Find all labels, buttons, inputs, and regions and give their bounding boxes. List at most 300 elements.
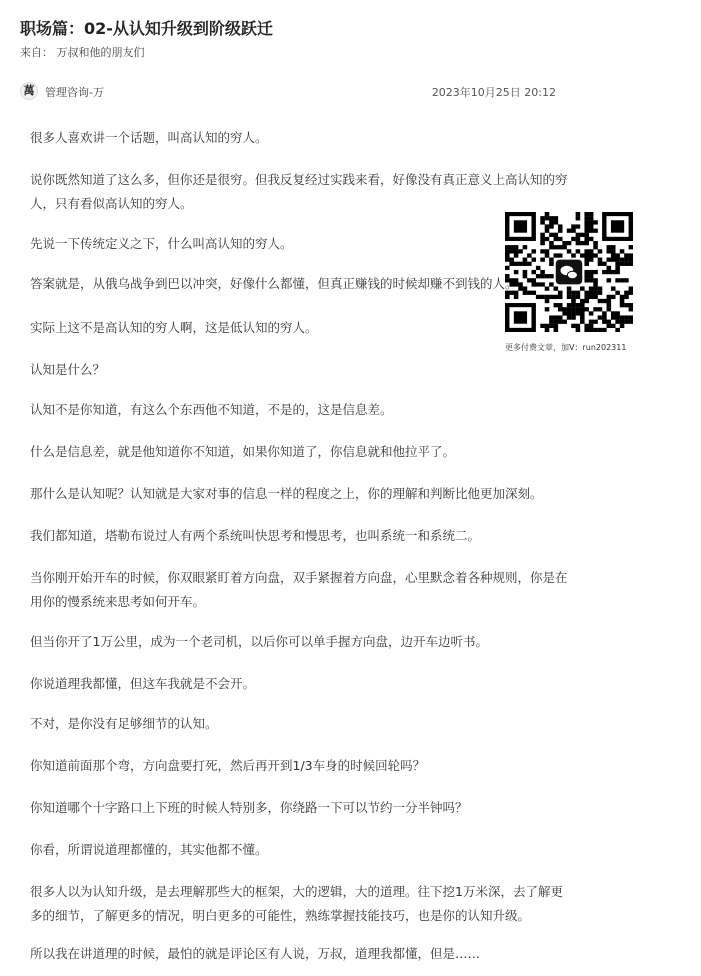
qr-module [624,295,629,299]
qr-module [540,233,545,237]
qr-module [549,324,554,328]
qr-module [518,249,523,253]
qr-module [545,224,550,228]
qr-module [545,274,550,278]
qr-module [549,295,554,299]
qr-module [531,291,536,295]
qr-module [629,320,633,324]
paragraph-line: 但当你开了1万公里，成为一个老司机，以后你可以单手握方向盘，边开车边听书。 [30,634,488,649]
qr-module [580,315,585,319]
qr-module [589,324,594,328]
qr-module [620,324,625,328]
qr-module [545,216,550,220]
qr-module [505,245,510,249]
paragraph-line: 所以我在讲道理的时候，最怕的就是评论区有人说，万叔，道理我都懂，但是…… [30,946,481,961]
qr-module [607,303,612,307]
article-source[interactable]: 来自： 万叔和他的朋友们 [20,46,145,59]
qr-module [567,295,572,299]
qr-module [589,320,594,324]
qr-module [558,307,563,311]
qr-module [562,311,567,315]
qr-module [615,262,620,266]
paragraph-line: 不对，是你没有足够细节的认知。 [30,716,218,731]
qr-module [624,320,629,324]
qr-module [589,220,594,224]
article-paragraph [30,126,268,150]
qr-module [607,299,612,303]
qr-module [584,295,589,299]
qr-module [505,258,510,262]
qr-module [523,274,528,278]
qr-module [620,303,625,307]
qr-module [554,324,559,328]
qr-module [629,245,633,249]
paragraph-line: 说你既然知道了这么多，但你还是很穷。但我反复经过实践来看，好像没有真正意义上高认知的穷 [30,172,568,187]
qr-module [611,311,616,315]
qr-module [615,266,620,270]
publish-date: 2023年10月25日 20:12 [431,86,556,99]
qr-module [554,216,559,220]
qr-module [580,286,585,290]
qr-finder-core [611,220,624,232]
qr-module [589,286,594,290]
qr-module [531,282,536,286]
qr-module [545,299,550,303]
paragraph-line: 什么是信息差，就是他知道你不知道，如果你知道了，你信息就和他拉平了。 [30,444,456,459]
qr-module [536,295,541,299]
article-paragraph [30,880,563,928]
qr-module [576,216,581,220]
qr-module [540,282,545,286]
qr-module [536,274,541,278]
qr-module [505,249,510,253]
qr-module [615,311,620,315]
qr-module [558,320,563,324]
qr-module [514,245,519,249]
qr-module [540,237,545,241]
qr-module [593,278,598,282]
qr-module [523,245,528,249]
qr-module [527,278,532,282]
qr-module [589,295,594,299]
qr-module [598,262,603,266]
qr-module [607,278,612,282]
qr-module [584,220,589,224]
qr-module [562,320,567,324]
qr-module [615,253,620,257]
paragraph-line: 你知道哪个十字路口上下班的时候人特别多，你绕路一下可以节约一分半钟吗？ [30,800,468,815]
author-name[interactable]: 管理咨询-万 [45,86,104,99]
qr-module [576,241,581,245]
qr-module [571,324,576,328]
qr-module [584,299,589,303]
qr-module [540,324,545,328]
article-paragraph [30,566,568,614]
qr-module [531,278,536,282]
qr-module [589,212,594,216]
qr-module [602,328,607,332]
qr-module [549,274,554,278]
paragraph-line: 答案就是，从俄乌战争到巴以冲突，好像什么都懂，但真正赚钱的时候却赚不到钱的人。 [30,276,518,291]
qr-module [527,253,532,257]
qr-module [593,320,598,324]
qr-module [593,229,598,233]
article-title: 职场篇：02-从认知升级到阶级跃迁 [20,19,273,38]
paragraph-line: 人，只有看似高认知的穷人。 [30,196,193,211]
qr-module [624,303,629,307]
article-paragraph [30,316,318,340]
qr-module [580,233,585,237]
qr-module [558,295,563,299]
qr-module [624,278,629,282]
qr-module [611,249,616,253]
qr-module [545,237,550,241]
qr-module [554,245,559,249]
qr-module [509,262,514,266]
paragraph-line: 认知是什么？ [30,362,106,377]
qr-module [545,307,550,311]
qr-module [567,307,572,311]
qr-module [576,324,581,328]
article-paragraph [30,630,488,654]
qr-module [602,320,607,324]
qr-module [629,307,633,311]
qr-module [571,237,576,241]
qr-module [509,249,514,253]
paragraph-line: 当你刚开始开车的时候，你双眼紧盯着方向盘，双手紧握着方向盘，心里默念着各种规则，你是在 [30,570,568,585]
qr-module [584,224,589,228]
author-row [20,82,560,102]
qr-module [576,212,581,216]
qr-module [598,299,603,303]
qr-module [602,311,607,315]
article-paragraph [30,440,455,464]
qr-module [615,320,620,324]
qr-module [607,245,612,249]
qr-module [589,274,594,278]
qr-module [540,241,545,245]
qr-module [602,299,607,303]
qr-module [554,233,559,237]
qr-module [620,249,625,253]
qr-module [523,286,528,290]
qr-module [558,315,563,319]
article-paragraph [30,398,393,422]
qr-module [567,241,572,245]
paragraph-line: 先说一下传统定义之下，什么叫高认知的穷人。 [30,236,293,251]
qr-module [589,291,594,295]
qr-module [593,295,598,299]
qr-module [523,258,528,262]
qr-module [584,262,589,266]
paragraph-line: 那什么是认知呢？认知就是大家对事的信息一样的程度之上，你的理解和判断比他更加深刻。 [30,486,543,501]
article-paragraph [30,272,518,296]
article-paragraph [30,672,255,696]
qr-module [567,229,572,233]
qr-module [554,315,559,319]
article-paragraph [30,482,543,506]
qr-module [620,278,625,282]
qr-module [540,295,545,299]
qr-module [589,249,594,253]
qr-module [611,245,616,249]
qr-module [540,258,545,262]
qr-module [554,237,559,241]
qr-module [580,299,585,303]
qr-module [589,253,594,257]
qr-module [629,315,633,319]
article-paragraph [30,796,468,820]
qr-module [549,315,554,319]
qr-module [611,253,616,257]
paragraph-line: 认知不是你知道，有这么个东西他不知道，不是的，这是信息差。 [30,402,393,417]
qr-module [593,282,598,286]
qr-module [620,315,625,319]
qr-module [615,315,620,319]
qr-module [576,237,581,241]
qr-module [571,303,576,307]
qr-module [545,253,550,257]
qr-module [554,295,559,299]
qr-module [598,249,603,253]
qr-module [624,262,629,266]
avatar[interactable]: 萬 [20,82,38,100]
qr-module [540,249,545,253]
qr-module [615,328,620,332]
qr-module [593,328,598,332]
qr-module [562,241,567,245]
article-paragraph [30,524,480,548]
qr-module [567,286,572,290]
qr-module [527,262,532,266]
qr-module [549,224,554,228]
qr-module [571,299,576,303]
qr-module [598,286,603,290]
qr-module [589,278,594,282]
qr-module [540,220,545,224]
qr-module [584,258,589,262]
paragraph-line: 你知道前面那个弯，方向盘要打死，然后再开到1/3车身的时候回轮吗？ [30,758,426,773]
qr-module [558,303,563,307]
paragraph-line: 很多人喜欢讲一个话题，叫高认知的穷人。 [30,130,268,145]
qr-module [584,324,589,328]
qr-module [549,220,554,224]
qr-module [615,278,620,282]
qr-module [549,258,554,262]
qr-module [598,328,603,332]
qr-code-block [505,212,633,353]
qr-module [545,286,550,290]
qr-module [589,328,594,332]
qr-module [611,270,616,274]
qr-module [589,224,594,228]
article-paragraph [30,754,425,778]
qr-module [576,224,581,228]
qr-module [593,241,598,245]
qr-module [593,286,598,290]
qr-module [615,270,620,274]
qr-module [554,303,559,307]
qr-module [571,224,576,228]
qr-module [536,282,541,286]
qr-module [584,270,589,274]
qr-module [607,324,612,328]
qr-module [562,307,567,311]
qr-module [607,270,612,274]
qr-module [571,253,576,257]
qr-module [584,253,589,257]
qr-module [558,229,563,233]
qr-module [598,307,603,311]
qr-module [549,216,554,220]
qr-module [607,258,612,262]
qr-module [615,291,620,295]
qr-module [571,315,576,319]
qr-module [531,270,536,274]
article-paragraph [30,232,293,256]
qr-module [584,229,589,233]
qr-module [593,270,598,274]
qr-module [518,282,523,286]
qr-module [558,224,563,228]
qr-module [554,253,559,257]
qr-module [558,291,563,295]
qr-module [536,266,541,270]
qr-module [567,249,572,253]
qr-module [576,291,581,295]
qr-module [624,258,629,262]
qr-module [611,315,616,319]
qr-module [571,311,576,315]
qr-module [554,328,559,332]
qr-module [584,216,589,220]
qr-module [571,291,576,295]
paragraph-line: 用你的慢系统来思考如何开车。 [30,594,206,609]
qr-module [584,274,589,278]
qr-module [580,241,585,245]
qr-module [607,295,612,299]
qr-module [589,258,594,262]
qr-module [562,245,567,249]
qr-module [584,212,589,216]
qr-module [580,311,585,315]
wechat-bubble-small [567,271,577,278]
qr-module [571,295,576,299]
qr-module [523,262,528,266]
qr-module [580,320,585,324]
qr-module [567,311,572,315]
paragraph-line: 多的细节，了解更多的情况，明白更多的可能性，熟练掌握技能技巧，也是你的认知升级。 [30,908,531,923]
qr-module [602,315,607,319]
qr-module [514,253,519,257]
qr-module [505,266,510,270]
qr-module [624,253,629,257]
qr-module [540,270,545,274]
qr-module [620,299,625,303]
qr-module [629,262,633,266]
qr-module [514,262,519,266]
qr-module [607,307,612,311]
qr-module [629,303,633,307]
article-paragraph [30,942,480,966]
qr-module [545,324,550,328]
qr-module [607,266,612,270]
article-paragraph [30,168,568,216]
qr-module [607,249,612,253]
qr-module [593,291,598,295]
qr-module [620,258,625,262]
qr-module [531,249,536,253]
qr-module [584,328,589,332]
qr-module [549,282,554,286]
qr-module [629,291,633,295]
qr-module [584,278,589,282]
qr-module [629,258,633,262]
qr-module [545,249,550,253]
paragraph-line: 我们都知道，塔勒布说过人有两个系统叫快思考和慢思考，也叫系统一和系统二。 [30,528,481,543]
qr-module [549,262,554,266]
qr-module [505,253,510,257]
qr-module [576,328,581,332]
qr-module [611,324,616,328]
qr-module [540,274,545,278]
qr-module [509,245,514,249]
qr-module [549,241,554,245]
qr-module [518,262,523,266]
qr-module [558,237,563,241]
qr-module [527,291,532,295]
qr-module [576,303,581,307]
qr-module [576,311,581,315]
qr-module [629,253,633,257]
qr-module [549,320,554,324]
qr-module [523,270,528,274]
qr-module [611,258,616,262]
qr-module [554,220,559,224]
qr-module [540,216,545,220]
qr-module [584,241,589,245]
qr-finder-core [514,220,527,232]
qr-module [514,249,519,253]
article-paragraph [30,838,268,862]
qr-module [611,286,616,290]
qr-module [624,291,629,295]
qr-module [629,286,633,290]
qr-module [571,307,576,311]
qr-module [576,307,581,311]
qr-module [598,315,603,319]
paragraph-line: 你说道理我都懂，但这车我就是不会开。 [30,676,256,691]
qr-module [523,291,528,295]
qr-module [593,307,598,311]
article-paragraph [30,358,105,382]
qr-module [584,233,589,237]
qr-module [554,320,559,324]
qr-module [531,258,536,262]
qr-module [580,307,585,311]
paragraph-line: 很多人以为认知升级，是去理解那些大的框架，大的逻辑，大的道理。往下挖1万米深，去了解更 [30,884,563,899]
qr-module [584,291,589,295]
qr-module [549,233,554,237]
qr-module [602,262,607,266]
qr-finder-core [514,311,527,323]
paragraph-line: 实际上这不是高认知的穷人啊，这是低认知的穷人。 [30,320,318,335]
qr-module [509,258,514,262]
qr-module [584,237,589,241]
qr-module [598,258,603,262]
qr-module [580,253,585,257]
qr-module [620,295,625,299]
